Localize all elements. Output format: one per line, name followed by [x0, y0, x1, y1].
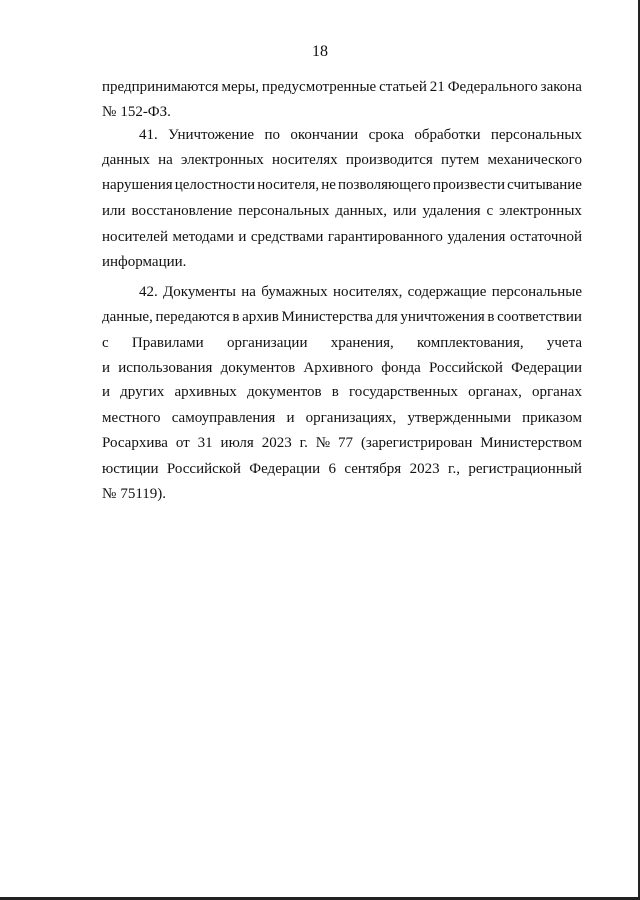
- word: 2023: [409, 461, 440, 477]
- word: 21: [429, 79, 445, 95]
- word: 41.: [139, 127, 158, 143]
- word: на: [241, 284, 256, 300]
- word: регистрационный: [468, 461, 582, 477]
- word: для: [375, 309, 398, 325]
- word: Архивного: [303, 360, 374, 376]
- word: 75119).: [120, 486, 167, 502]
- word: 152-ФЗ.: [120, 104, 171, 120]
- word: Росархива: [102, 435, 168, 451]
- word: предусмотренные: [261, 79, 377, 95]
- text-line: [102, 357, 582, 379]
- word: №: [102, 486, 117, 502]
- word: механического: [487, 152, 582, 168]
- word: или: [102, 203, 126, 219]
- text-line: [102, 483, 582, 505]
- word: июля: [220, 435, 254, 451]
- word: целостности: [174, 177, 256, 193]
- word: и: [286, 410, 295, 426]
- word: носителя,: [257, 177, 320, 193]
- word: или: [392, 203, 417, 219]
- word: юстиции: [102, 461, 159, 477]
- word: 2023: [261, 435, 292, 451]
- word: содержащие: [407, 284, 487, 300]
- word: самоуправления: [171, 410, 276, 426]
- word: сентября: [344, 461, 402, 477]
- text-line: [102, 226, 582, 248]
- word: окончании: [290, 127, 359, 143]
- text-line: [102, 251, 582, 273]
- word: произвести: [432, 177, 506, 193]
- word: с: [102, 335, 109, 351]
- word: от: [175, 435, 190, 451]
- word: носителях,: [332, 284, 403, 300]
- word: Федерации: [511, 360, 582, 376]
- text-line: [102, 149, 582, 171]
- word: данных: [102, 152, 150, 168]
- word: путем: [441, 152, 480, 168]
- word: носителях: [271, 152, 338, 168]
- word: носителей: [102, 229, 168, 245]
- word: в: [487, 309, 495, 325]
- word: предпринимаются: [102, 79, 219, 95]
- word: Документы: [163, 284, 236, 300]
- word: электронных: [499, 203, 582, 219]
- word: в: [331, 384, 339, 400]
- word: г.: [299, 435, 308, 451]
- word: архив: [242, 309, 279, 325]
- paragraph-41-first-line: [139, 124, 582, 146]
- word: архивных: [174, 384, 237, 400]
- word: производится: [345, 152, 433, 168]
- text-line: [102, 174, 582, 196]
- word: удаления: [422, 203, 481, 219]
- text-line: [102, 200, 582, 222]
- word: Федерального: [447, 79, 538, 95]
- word: Федерации: [249, 461, 321, 477]
- text-line: [102, 332, 582, 354]
- word: в: [232, 309, 240, 325]
- word: документов: [220, 360, 296, 376]
- word: не: [321, 177, 336, 193]
- word: статьей: [379, 79, 427, 95]
- word: нарушения: [102, 177, 173, 193]
- word: 31: [197, 435, 213, 451]
- word: Уничтожение: [168, 127, 255, 143]
- word: средствами: [250, 229, 324, 245]
- word: Российской: [166, 461, 241, 477]
- word: государственных: [348, 384, 458, 400]
- word: восстановление: [131, 203, 233, 219]
- word: органах,: [468, 384, 522, 400]
- word: Министерства: [281, 309, 374, 325]
- word: закона: [540, 79, 582, 95]
- word: на: [158, 152, 173, 168]
- text-line: [102, 407, 582, 429]
- word: других: [120, 384, 165, 400]
- word: утвержденными: [407, 410, 511, 426]
- word: местного: [102, 410, 161, 426]
- word: персональных: [490, 127, 582, 143]
- word: фонда: [381, 360, 421, 376]
- word: и: [102, 360, 111, 376]
- word: органах: [531, 384, 582, 400]
- word: 42.: [139, 284, 158, 300]
- word: организациях,: [305, 410, 397, 426]
- page-number: 18: [312, 43, 328, 60]
- text-line: [102, 432, 582, 454]
- paragraph-42-first-line: [139, 281, 582, 303]
- word: гарантированного: [327, 229, 443, 245]
- word: бумажных: [261, 284, 328, 300]
- word: передаются: [155, 309, 230, 325]
- word: комплектования,: [417, 335, 524, 351]
- text-line: [102, 458, 582, 480]
- word: остаточной: [509, 229, 582, 245]
- word: удаления: [447, 229, 506, 245]
- word: считывание: [507, 177, 582, 193]
- text-line: [102, 76, 582, 98]
- word: данных,: [335, 203, 388, 219]
- word: Правилами: [131, 335, 204, 351]
- word: г.,: [447, 461, 460, 477]
- word: по: [264, 127, 280, 143]
- word: 77: [338, 435, 354, 451]
- word: организации: [226, 335, 308, 351]
- word: обработки: [414, 127, 481, 143]
- word: №: [102, 104, 117, 120]
- word: соответствии: [497, 309, 582, 325]
- word: с: [486, 203, 494, 219]
- word: и: [238, 229, 247, 245]
- text-line: [102, 381, 582, 403]
- word: персональные: [491, 284, 582, 300]
- word: хранения,: [330, 335, 394, 351]
- word: позволяющего: [337, 177, 431, 193]
- word: приказом: [522, 410, 582, 426]
- word: документов: [246, 384, 322, 400]
- word: №: [315, 435, 331, 451]
- word: срока: [368, 127, 404, 143]
- word: и: [102, 384, 111, 400]
- word: электронных: [181, 152, 264, 168]
- word: информации.: [102, 254, 187, 270]
- word: данные,: [102, 309, 153, 325]
- word: (зарегистрирован: [360, 435, 473, 451]
- word: использования: [118, 360, 213, 376]
- text-line: [102, 306, 582, 328]
- word: 6: [328, 461, 336, 477]
- word: уничтожения: [400, 309, 485, 325]
- word: меры,: [221, 79, 259, 95]
- word: Российской: [429, 360, 503, 376]
- text-line: [102, 101, 582, 123]
- word: персональных: [238, 203, 330, 219]
- word: методами: [172, 229, 234, 245]
- word: учета: [546, 335, 582, 351]
- word: Министерством: [480, 435, 582, 451]
